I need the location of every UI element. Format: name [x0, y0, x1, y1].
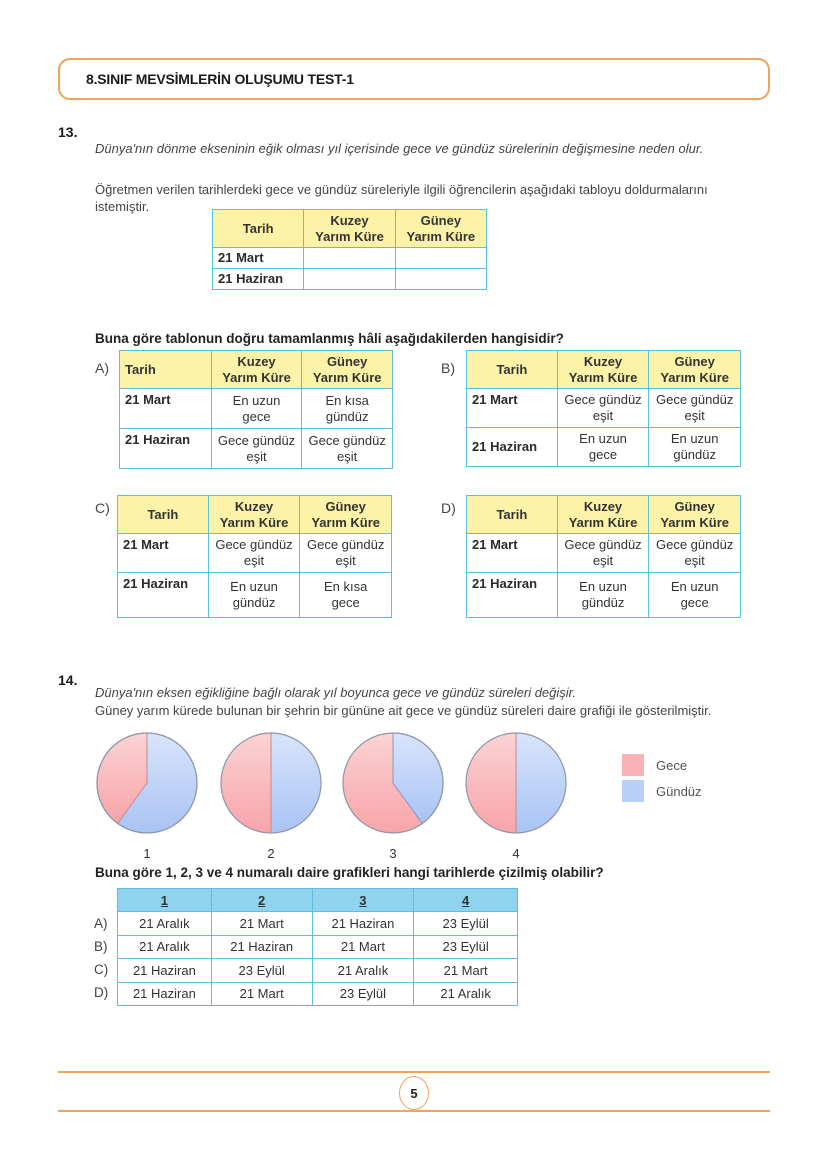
option-a-table[interactable]: [119, 350, 393, 469]
table-cell: 21 Mart: [211, 912, 312, 936]
option-c-label[interactable]: C): [95, 500, 110, 516]
option-a-label[interactable]: A): [95, 360, 109, 376]
col-header-4: 4: [414, 889, 518, 912]
question-14-text: Güney yarım kürede bulunan bir şehrin bir gününe ait gece ve gündüz süreleri daire grafiği ile gösterilmiştir.: [95, 703, 712, 718]
date-cell: 21 Mart: [213, 248, 304, 269]
option-c-table[interactable]: [117, 495, 392, 618]
pie-legend: [622, 752, 702, 804]
date-cell: 21 Haziran: [213, 269, 304, 290]
blank-cell: [395, 248, 486, 269]
south-cell: En uzun gece: [649, 573, 741, 618]
page-number: 5: [399, 1076, 429, 1110]
north-cell: En uzun gündüz: [208, 573, 300, 618]
option-b-table[interactable]: [466, 350, 741, 467]
table-cell: 21 Mart: [211, 982, 312, 1006]
date-cell: 21 Mart: [120, 389, 212, 429]
north-cell: En uzun gece: [557, 428, 649, 467]
header-guney: Güney Yarım Küre: [300, 496, 392, 534]
pie-1-label: 1: [143, 846, 151, 861]
date-cell: 21 Mart: [118, 534, 209, 573]
north-cell: Gece gündüz eşit: [557, 534, 649, 573]
header-kuzey: Kuzey Yarım Küre: [557, 351, 649, 389]
pie-4-label: 4: [512, 846, 520, 861]
south-cell: Gece gündüz eşit: [300, 534, 392, 573]
header-kuzey: Kuzey Yarım Küre: [304, 210, 395, 248]
table-cell: 21 Haziran: [211, 935, 312, 959]
legend-item-gece: Gece: [622, 752, 702, 778]
col-header-2: 2: [211, 889, 312, 912]
question-14-stem: Buna göre 1, 2, 3 ve 4 numaralı daire grafikleri hangi tarihlerde çizilmiş olabilir?: [95, 865, 604, 880]
footer-bottom-divider: [58, 1110, 770, 1112]
header-tarih: Tarih: [118, 496, 209, 534]
table-cell: 21 Aralık: [312, 959, 414, 983]
date-cell: 21 Haziran: [120, 429, 212, 469]
question-14-answer-table: [117, 888, 518, 1006]
table-cell: 23 Eylül: [414, 935, 518, 959]
question-13-stem: Buna göre tablonun doğru tamamlanmış hâli aşağıdakilerden hangisidir?: [95, 331, 564, 346]
pie-chart-3: [341, 731, 445, 835]
question-13-blank-table: [212, 209, 487, 290]
north-cell: Gece gündüz eşit: [208, 534, 300, 573]
option-b-label[interactable]: B): [94, 939, 108, 954]
header-guney: Güney Yarım Küre: [649, 496, 741, 534]
question-13-text-line1: Öğretmen verilen tarihlerdeki gece ve gündüz süreleriyle ilgili öğrencilerin aşağıdaki tabloyu doldurmalarını: [95, 182, 708, 197]
question-14-intro: Dünya'nın eksen eğikliğine bağlı olarak yıl boyunca gece ve gündüz süreleri değişir.: [95, 685, 577, 700]
table-cell: 23 Eylül: [312, 982, 414, 1006]
south-cell: Gece gündüz eşit: [649, 389, 741, 428]
pie-chart-1: [95, 731, 199, 835]
date-cell: 21 Mart: [467, 534, 558, 573]
legend-item-gunduz: Gündüz: [622, 778, 702, 804]
south-cell: Gece gündüz eşit: [649, 534, 741, 573]
col-header-1: 1: [118, 889, 212, 912]
header-guney: Güney Yarım Küre: [395, 210, 486, 248]
option-d-table[interactable]: [466, 495, 741, 618]
answer-row-c[interactable]: [118, 959, 518, 983]
col-header-3: 3: [312, 889, 414, 912]
question-13-intro: Dünya'nın dönme ekseninin eğik olması yıl içerisinde gece ve gündüz sürelerinin değişmesine neden olur.: [95, 141, 704, 156]
table-cell: 23 Eylül: [414, 912, 518, 936]
north-cell: En uzun gündüz: [557, 573, 649, 618]
pie-chart-4: [464, 731, 568, 835]
answer-row-d[interactable]: [118, 982, 518, 1006]
table-cell: 21 Mart: [414, 959, 518, 983]
table-cell: 21 Haziran: [118, 982, 212, 1006]
south-cell: En kısa gündüz: [302, 389, 393, 429]
answer-row-b[interactable]: [118, 935, 518, 959]
question-13-number: 13.: [58, 124, 78, 140]
header-guney: Güney Yarım Küre: [302, 351, 393, 389]
table-cell: 21 Haziran: [312, 912, 414, 936]
blank-cell: [304, 248, 395, 269]
option-d-label[interactable]: D): [441, 500, 456, 516]
north-cell: Gece gündüz eşit: [211, 429, 302, 469]
blank-cell: [395, 269, 486, 290]
header-kuzey: Kuzey Yarım Küre: [208, 496, 300, 534]
test-header: [58, 58, 770, 100]
pie-2-label: 2: [267, 846, 275, 861]
header-guney: Güney Yarım Küre: [649, 351, 741, 389]
table-cell: 23 Eylül: [211, 959, 312, 983]
table-cell: 21 Aralık: [118, 912, 212, 936]
header-tarih: Tarih: [467, 351, 558, 389]
south-cell: Gece gündüz eşit: [302, 429, 393, 469]
pie-chart-2: [219, 731, 323, 835]
header-kuzey: Kuzey Yarım Küre: [557, 496, 649, 534]
option-c-label[interactable]: C): [94, 962, 109, 977]
header-kuzey: Kuzey Yarım Küre: [211, 351, 302, 389]
option-b-label[interactable]: B): [441, 360, 455, 376]
south-cell: En kısa gece: [300, 573, 392, 618]
gece-swatch-icon: [622, 754, 644, 776]
south-cell: En uzun gündüz: [649, 428, 741, 467]
gunduz-swatch-icon: [622, 780, 644, 802]
question-13-text-line2: istemiştir.: [95, 199, 150, 214]
date-cell: 21 Haziran: [467, 573, 558, 618]
pie-3-label: 3: [389, 846, 397, 861]
header-tarih: Tarih: [467, 496, 558, 534]
header-tarih: Tarih: [120, 351, 212, 389]
header-tarih: Tarih: [213, 210, 304, 248]
table-cell: 21 Aralık: [118, 935, 212, 959]
table-cell: 21 Mart: [312, 935, 414, 959]
test-title: 8.SINIF MEVSİMLERİN OLUŞUMU TEST-1: [86, 71, 354, 87]
question-14-number: 14.: [58, 672, 78, 688]
date-cell: 21 Haziran: [467, 428, 558, 467]
table-cell: 21 Haziran: [118, 959, 212, 983]
option-d-label[interactable]: D): [94, 985, 109, 1000]
option-a-label[interactable]: A): [94, 916, 108, 931]
north-cell: Gece gündüz eşit: [557, 389, 649, 428]
answer-row-a[interactable]: [118, 912, 518, 936]
footer-top-divider: [58, 1071, 770, 1073]
blank-cell: [304, 269, 395, 290]
date-cell: 21 Mart: [467, 389, 558, 428]
north-cell: En uzun gece: [211, 389, 302, 429]
date-cell: 21 Haziran: [118, 573, 209, 618]
table-cell: 21 Aralık: [414, 982, 518, 1006]
